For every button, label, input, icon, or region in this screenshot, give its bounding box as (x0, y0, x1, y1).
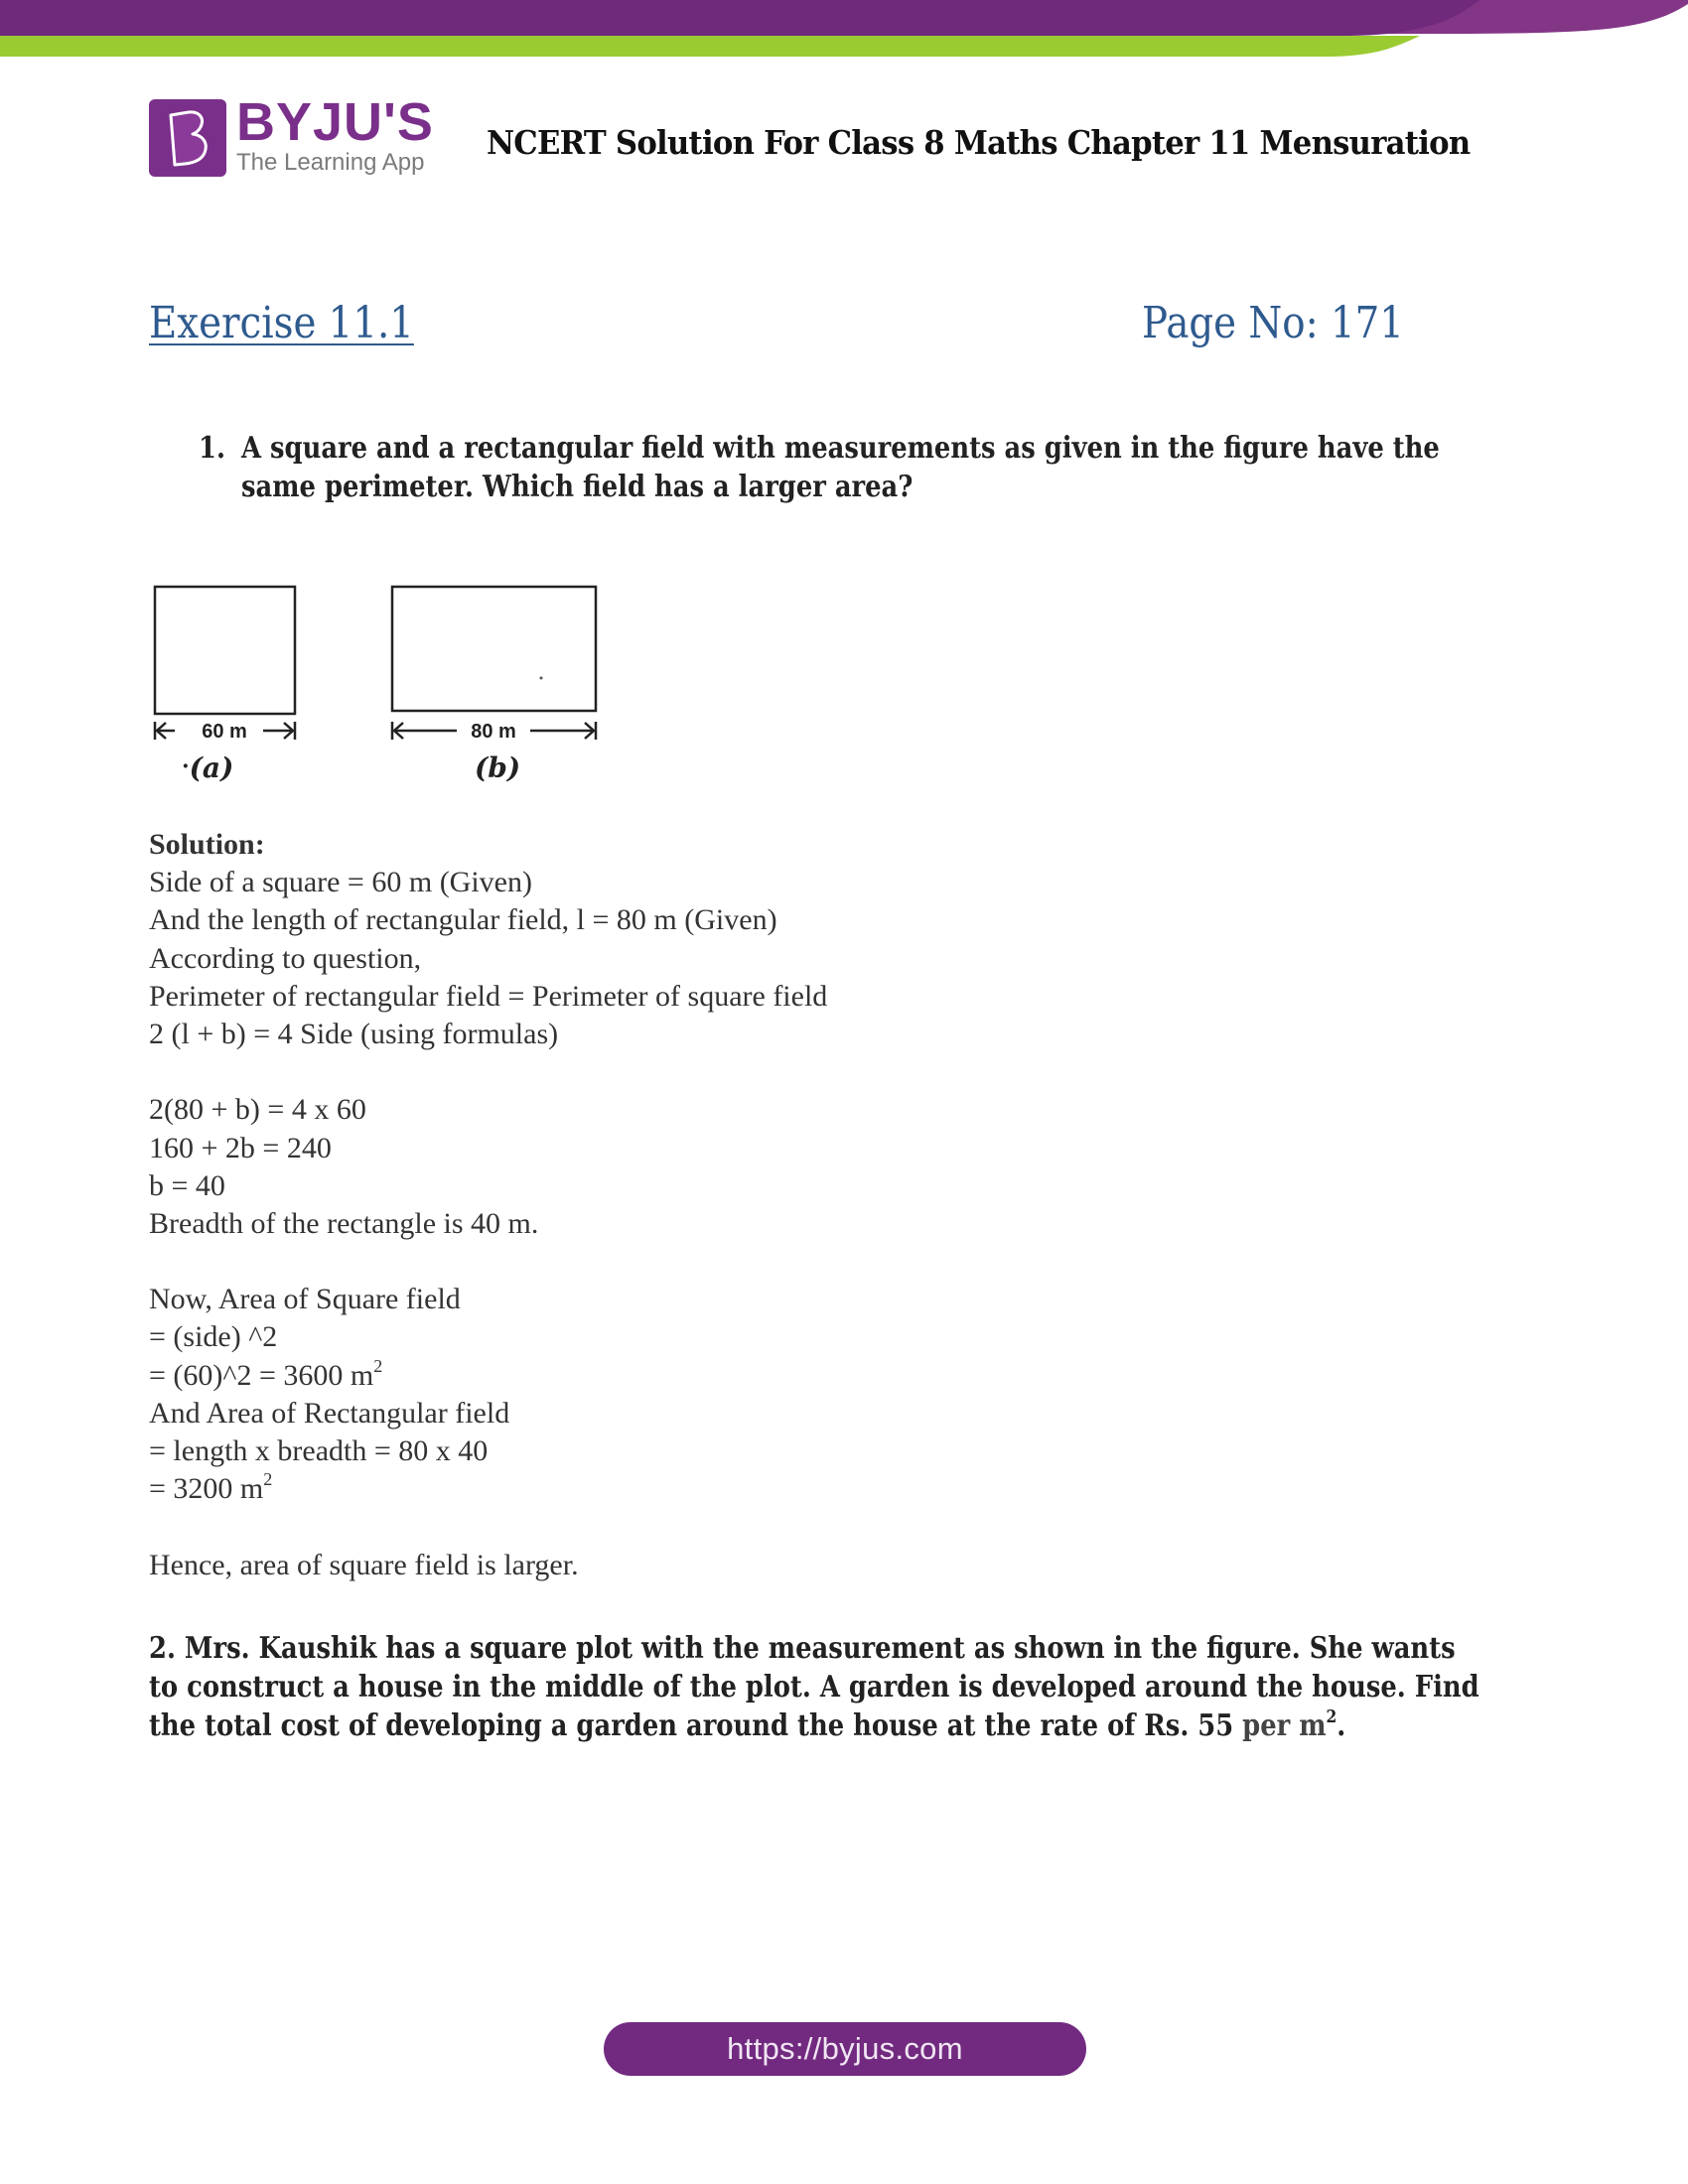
solution-line: 2(80 + b) = 4 x 60 (149, 1093, 366, 1127)
page-number: Page No: 171 (1142, 298, 1404, 348)
solution-line: And Area of Rectangular field (149, 1396, 510, 1430)
solution-line: b = 40 (149, 1168, 225, 1202)
solution-line: 2 (l + b) = 4 Side (using formulas) (149, 1017, 559, 1050)
solution-line: Now, Area of Square field (149, 1283, 461, 1316)
figure-label-b: (b) (475, 751, 521, 784)
solution-heading: Solution: (149, 828, 265, 861)
header-banner (0, 0, 1688, 69)
question-line: the total cost of developing a garden around the house at the rate of Rs. 55 per $m^2$. (149, 1706, 1346, 1743)
logo-wordmark: BYJU'S (236, 92, 434, 152)
solution-line: And the length of rectangular field, l = 80 m (Given) (149, 903, 777, 937)
svg-text:60 m: 60 m (202, 721, 247, 740)
document-title: NCERT Solution For Class 8 Maths Chapter 11 Mensuration (487, 123, 1471, 162)
question-line: 2. Mrs. Kaushik has a square plot with the measurement as shown in the figure. She wants (149, 1631, 1456, 1666)
solution-line: = length x breadth = 80 x 40 (149, 1434, 489, 1467)
logo-mark (149, 99, 226, 177)
question-line: to construct a house in the middle of the plot. A garden is developed around the house. Find (149, 1670, 1479, 1705)
solution-block (149, 826, 827, 1584)
solution-line: Side of a square = 60 m (Given) (149, 866, 532, 899)
question-2 (149, 1629, 1532, 1749)
exercise-heading: Exercise 11.1 (149, 298, 414, 348)
solution-line: 160 + 2b = 240 (149, 1131, 332, 1164)
footer-url-text: https://byjus.com (727, 2031, 963, 2066)
byjus-logo (149, 92, 437, 181)
figure-label-a: ·(a) (182, 751, 234, 784)
b-letter-icon (163, 109, 212, 167)
fields-figure (149, 581, 626, 789)
question-line: same perimeter. Which field has a larger area? (241, 470, 914, 504)
solution-line: Breadth of the rectangle is 40 m. (149, 1206, 539, 1240)
solution-line: = (60)^2 = 3600 $m^2$ (149, 1355, 383, 1392)
question-line: A square and a rectangular field with measurements as given in the figure have the (241, 431, 1440, 466)
footer-url-link[interactable] (604, 2022, 1086, 2076)
question-number: 1. (199, 431, 225, 466)
svg-text:80 m: 80 m (471, 721, 516, 740)
solution-line: = 3200 $m^2$ (149, 1469, 273, 1506)
solution-line: Perimeter of rectangular field = Perimeter of square field (149, 979, 828, 1013)
question-text (241, 429, 1582, 506)
dimension-labels (149, 581, 626, 740)
logo-tagline: The Learning App (236, 149, 425, 176)
solution-line: According to question, (149, 941, 422, 975)
solution-conclusion: Hence, area of square field is larger. (149, 1548, 579, 1581)
solution-line: = (side) ^2 (149, 1320, 278, 1354)
